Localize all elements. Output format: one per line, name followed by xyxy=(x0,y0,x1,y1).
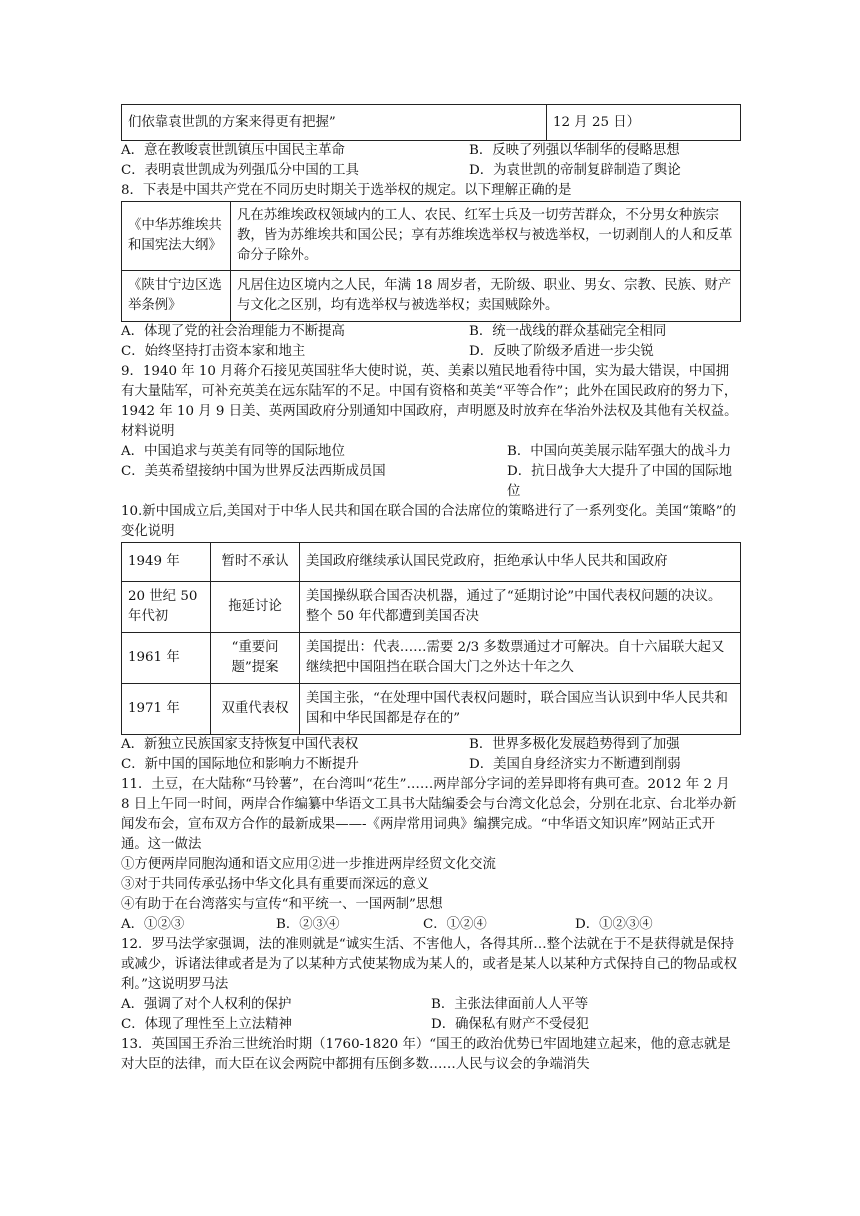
q7-option-c: C．表明袁世凯成为列强瓜分中国的工具 xyxy=(121,163,359,178)
q10-year-2: 20 世纪 50 年代初 xyxy=(122,582,211,633)
q8-table xyxy=(121,201,741,322)
q8-text-2: 凡居住边区境内之人民，年满 18 周岁者，无阶级、职业、男女、宗教、民族、财产与文化之区别，均有选举权与被选举权；卖国贼除外。 xyxy=(231,271,741,322)
q9-option-c: C．美英希望接纳中国为世界反法西斯成员国 xyxy=(121,464,386,479)
q9-options xyxy=(121,442,741,502)
q7-option-b: B．反映了列强以华制华的侵略思想 xyxy=(469,143,680,158)
q10-year-1: 1949 年 xyxy=(122,543,211,582)
q10-year-4: 1971 年 xyxy=(122,684,211,735)
q7-options xyxy=(121,141,741,181)
q9-option-b: B．中国向英美展示陆军强大的战斗力 xyxy=(507,444,732,459)
q10-year-3: 1961 年 xyxy=(122,633,211,684)
q8-doc-2: 《陕甘宁边区选举条例》 xyxy=(122,271,231,322)
q8-stem: 8．下表是中国共产党在不同历史时期关于选举权的规定。以下理解正确的是 xyxy=(121,183,572,198)
q10-options xyxy=(121,735,741,775)
q12-stem: 12．罗马法学家强调，法的准则就是“诚实生活、不害他人，各得其所…整个法就在于不是获得就是保持或减少，诉诸法律或者是为了以某种方式使某物成为某人的，或者是某人以某种方式保持自己的物品或权利。”这说明罗马法 xyxy=(121,937,737,992)
q10-policy-2: 拖延讨论 xyxy=(211,582,300,633)
q8-option-b: B．统一战线的群众基础完全相同 xyxy=(469,324,667,339)
q10-option-d: D．美国自身经济实力不断遭到削弱 xyxy=(469,757,681,772)
q9-option-d: D．抗日战争大大提升了中国的国际地位 xyxy=(507,464,732,499)
q11-option-c: C．①②④ xyxy=(423,917,487,932)
q8-option-d: D．反映了阶级矛盾进一步尖锐 xyxy=(469,344,654,359)
q12-option-b: B．主张法律面前人人平等 xyxy=(431,997,589,1012)
exam-page xyxy=(121,104,741,1075)
q10-policy-3: “重要问题”提案 xyxy=(211,633,300,684)
q10-desc-3: 美国提出：代表……需要 2/3 多数票通过才可解决。自十六届联大起又继续把中国阻挡在联合国大门之外达十年之久 xyxy=(300,633,741,684)
q8-options xyxy=(121,322,741,362)
q8-doc-1: 《中华苏维埃共和国宪法大纲》 xyxy=(122,202,231,271)
q9-stem: 9．1940 年 10 月蒋介石接见英国驻华大使时说，英、美素以殖民地看待中国，实为最大错误，中国拥有大量陆军，可补充英美在远东陆军的不足。中国有资格和英美“平等合作”；此外在国民政府的努力下，1942 年 10 月 9 日美、英两国政府分别通知中国政府，声明愿及时放弃在华治外法权及其他有关权益。材料说明 xyxy=(121,364,738,439)
q10-table xyxy=(121,542,741,735)
q10-option-a: A．新独立民族国家支持恢复中国代表权 xyxy=(121,737,359,752)
top-table-left: 们依靠袁世凯的方案来得更有把握” xyxy=(122,105,547,141)
q10-stem: 10.新中国成立后,美国对于中华人民共和国在联合国的合法席位的策略进行了一系列变化。美国“策略”的变化说明 xyxy=(121,504,737,539)
q12-option-d: D．确保私有财产不受侵犯 xyxy=(431,1017,590,1032)
q10-desc-4: 美国主张，“在处理中国代表权问题时，联合国应当认识到中华人民共和国和中华民国都是存在的” xyxy=(300,684,741,735)
q8-option-c: C．始终坚持打击资本家和地主 xyxy=(121,344,306,359)
q11-option-d: D．①②③④ xyxy=(575,917,653,932)
q11-options xyxy=(121,915,741,935)
top-table xyxy=(121,104,741,141)
q7-option-a: A．意在教唆袁世凯镇压中国民主革命 xyxy=(121,143,345,158)
q11-statement-4: ④有助于在台湾落实与宣传“和平统一、一国两制”思想 xyxy=(121,897,443,912)
q11-stem: 11．土豆，在大陆称“马铃薯”，在台湾叫“花生”……两岸部分字词的差异即将有典可查。2012 年 2 月 8 日上午同一时间，两岸合作编纂中华语文工具书大陆编委会与台湾文化总会，分别在北京、台北举办新闻发布会，宣布双方合作的最新成果——-《两岸常用词典》编撰完成。“中华语文知识库”网站正式开通。这一做法 xyxy=(121,777,737,852)
q8-option-a: A．体现了党的社会治理能力不断提高 xyxy=(121,324,345,339)
q9-option-a: A．中国追求与英美有同等的国际地位 xyxy=(121,444,345,459)
q11-option-a: A．①②③ xyxy=(121,917,185,932)
q11-statement-3: ③对于共同传承弘扬中华文化具有重要而深远的意义 xyxy=(121,877,429,892)
q8-text-1: 凡在苏维埃政权领域内的工人、农民、红军士兵及一切劳苦群众，不分男女种族宗教，皆为苏维埃共和国公民；享有苏维埃选举权与被选举权，一切剥削人的人和反革命分子除外。 xyxy=(231,202,741,271)
q12-options xyxy=(121,995,741,1035)
q10-option-c: C．新中国的国际地位和影响力不断提升 xyxy=(121,757,359,772)
q10-desc-2: 美国操纵联合国否决机器，通过了“延期讨论”中国代表权问题的决议。整个 50 年代都遭到美国否决 xyxy=(300,582,741,633)
q11-statement-1-2: ①方便两岸同胞沟通和语文应用②进一步推进两岸经贸文化交流 xyxy=(121,857,496,872)
q10-policy-1: 暂时不承认 xyxy=(211,543,300,582)
q12-option-c: C．体现了理性至上立法精神 xyxy=(121,1017,292,1032)
q11-option-b: B．②③④ xyxy=(276,917,340,932)
q10-desc-1: 美国政府继续承认国民党政府，拒绝承认中华人民共和国政府 xyxy=(300,543,741,582)
q10-option-b: B．世界多极化发展趋势得到了加强 xyxy=(469,737,680,752)
q10-policy-4: 双重代表权 xyxy=(211,684,300,735)
q13-stem: 13．英国国王乔治三世统治时期（1760-1820 年）“国王的政治优势已牢固地建立起来，他的意志就是对大臣的法律，而大臣在议会两院中都拥有压倒多数……人民与议会的争端消失 xyxy=(121,1037,731,1072)
q7-option-d: D．为袁世凯的帝制复辟制造了舆论 xyxy=(469,163,681,178)
q12-option-a: A．强调了对个人权利的保护 xyxy=(121,997,292,1012)
top-table-right: 12 月 25 日） xyxy=(547,105,741,141)
